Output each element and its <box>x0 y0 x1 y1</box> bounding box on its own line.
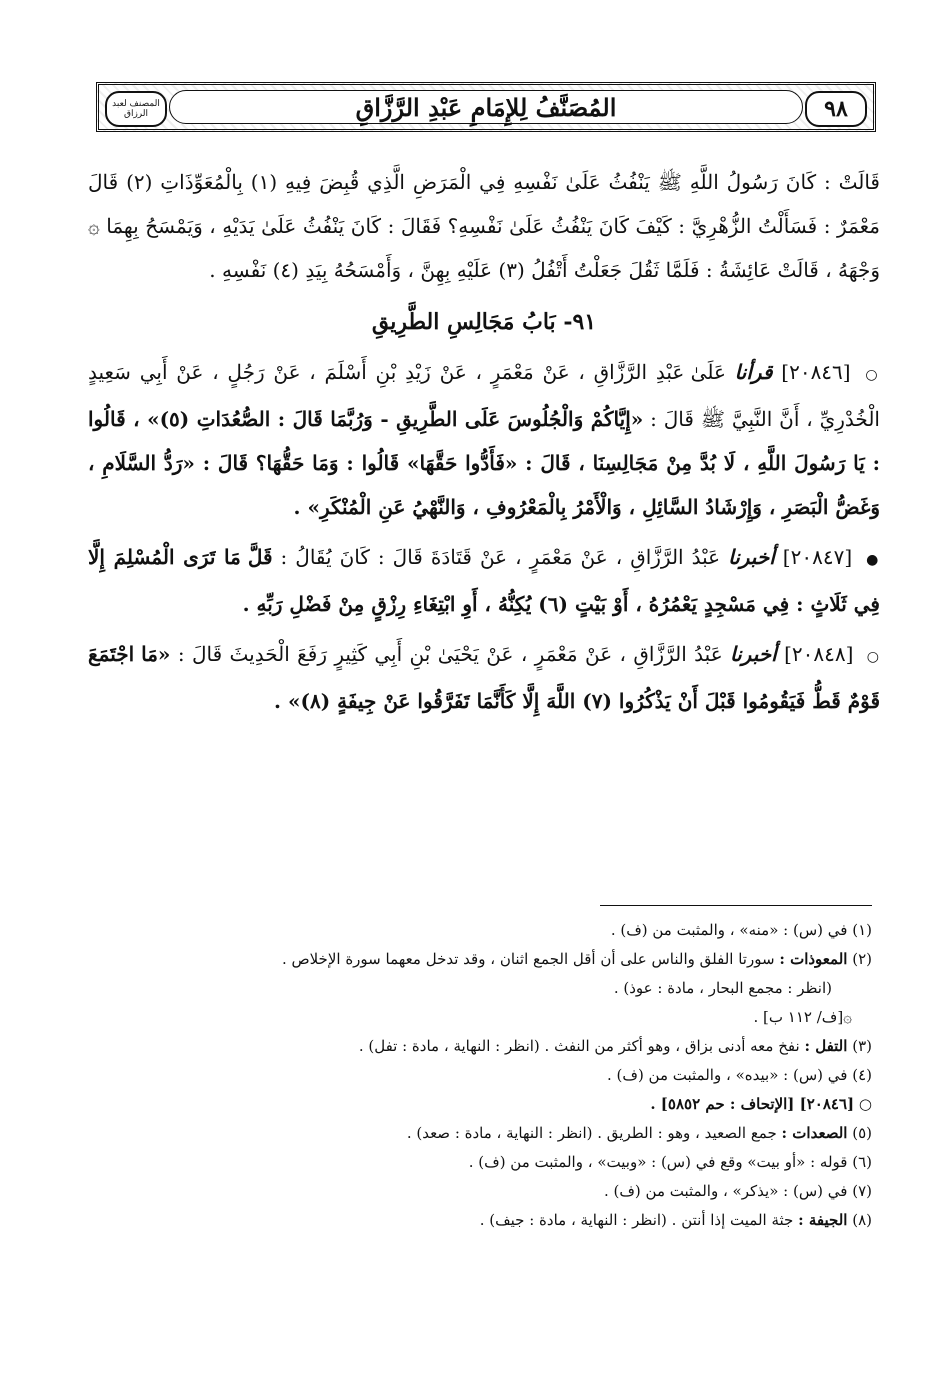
footnote-label: (٨) <box>852 1211 872 1229</box>
hadith-opener: قرأنا <box>734 360 773 384</box>
hadith-entry <box>88 632 880 723</box>
page-title: المُصَنَّفُ لِلإِمَامِ عَبْدِ الرَّزَّاقِ <box>355 92 617 122</box>
hadith-number: [٢٠٨٤٦] <box>781 360 851 384</box>
footnote-label: (٦) <box>852 1153 872 1171</box>
hadith-marker: ○ <box>866 649 881 665</box>
footnote-label: ۞ <box>843 1008 852 1026</box>
hadith-entry <box>88 535 880 626</box>
footnote <box>120 1090 872 1119</box>
hadith-opener: أخبرنا <box>730 642 777 666</box>
footnote <box>120 1119 872 1148</box>
logo-emblem <box>105 91 167 127</box>
footnote-label: (٤) <box>852 1066 872 1084</box>
footnote <box>120 1206 872 1235</box>
footnote-text: سورتا الفلق والناس على أن أقل الجمع اثنان ، وقد تدخل معهما سورة الإخلاص . <box>281 950 775 968</box>
footnote-label: (٣) <box>852 1037 872 1055</box>
hadith-entry <box>88 350 880 529</box>
footnote-text: نفخ معه أدنى بزاق ، وهو أكثر من النفث . (انظر : النهاية ، مادة : تفل) . <box>358 1037 800 1055</box>
footnote <box>120 945 872 974</box>
hadith-text: قَلَّ مَا تَرَى الْمُسْلِمَ إِلَّا فِي ثَلَاثٍ : فِي مَسْجِدٍ يَعْمُرُهُ ، أَوْ بَيْتٍ (٦) يُكِنُّهُ ، أَوِ ابْتِغَاءِ رِزْقٍ مِنْ فَضْلِ رَبِّهِ . <box>88 545 880 616</box>
page-number <box>805 91 867 127</box>
footnote <box>120 1148 872 1177</box>
footnote <box>120 1032 872 1061</box>
footnote-text: في (س) : «يذكر» ، والمثبت من (ف) . <box>603 1182 848 1200</box>
page-number-text: ٩٨ <box>824 96 848 122</box>
footnote <box>120 1177 872 1206</box>
footnote <box>120 916 872 945</box>
footnote <box>120 1061 872 1090</box>
section-title: ٩١- بَابُ مَجَالِسِ الطَّرِيقِ <box>371 309 597 335</box>
hadith-text: «مَا اجْتَمَعَ قَوْمٌ قَطُّ فَيَقُومُوا قَبْلَ أَنْ يَذْكُرُوا (٧) اللَّهَ إِلَّا كَأَنَّمَا تَفَرَّقُوا عَنْ جِيفَةٍ (٨)» . <box>88 642 880 713</box>
hadith-number: [٢٠٨٤٨] <box>784 642 854 666</box>
hadith-chain: عَبْدُ الرَّزَّاقِ ، عَنْ مَعْمَرٍ ، عَنْ قَتَادَةَ قَالَ : كَانَ يُقَالُ : <box>280 545 721 569</box>
footnote-separator <box>600 905 872 906</box>
footnote-term: المعوذات : <box>779 950 848 968</box>
footnote-text: قوله : «أو بيت» وقع في (س) : «وبيت» ، والمثبت من (ف) . <box>468 1153 848 1171</box>
footnote-text: في (س) : «بيده» ، والمثبت من (ف) . <box>607 1066 848 1084</box>
hadith-chain: عَبْدُ الرَّزَّاقِ ، عَنْ مَعْمَرٍ ، عَنْ يَحْيَىٰ بْنِ أَبِي كَثِيرٍ رَفَعَ الْحَدِيثَ قَالَ : <box>177 642 723 666</box>
intro-paragraph: قَالَتْ : كَانَ رَسُولُ اللَّهِ ﷺ يَنْفُثُ عَلَىٰ نَفْسِهِ فِي الْمَرَضِ الَّذِي قُبِضَ فِيهِ (١) بِالْمُعَوِّذَاتِ (٢) قَالَ مَعْمَرٌ : فَسَأَلْتُ الزُّهْرِيَّ : كَيْفَ كَانَ يَنْفُثُ عَلَىٰ نَفْسِهِ؟ فَقَالَ : كَانَ يَنْفُثُ عَلَىٰ يَدَيْهِ ، وَيَمْسَحُ بِهِمَا ۞ وَجْهَهُ ، قَالَتْ عَائِشَةُ : فَلَمَّا ثَقُلَ جَعَلْتُ أَتْفُلُ (٣) عَلَيْهِ بِهِنَّ ، وَأَمْسَحُهُ بِيَدِ (٤) نَفْسِهِ . <box>88 170 880 282</box>
footnotes <box>120 916 872 1235</box>
footnote-text: (انظر : مجمع البحار ، مادة : عوذ) . <box>613 979 832 997</box>
hadith-marker: ○ <box>865 367 881 383</box>
footnote-label: (٥) <box>852 1124 872 1142</box>
header-title-frame <box>169 90 803 124</box>
hadith-chain: عَلَىٰ عَبْدِ الرَّزَّاقِ ، عَنْ مَعْمَرٍ ، عَنْ زَيْدِ بْنِ أَسْلَمَ ، عَنْ رَجُلٍ ، عَنْ أَبِي سَعِيدٍ الْخُدْرِيِّ ، أَنَّ النَّبِيَّ ﷺ قَالَ : <box>88 360 880 431</box>
main-text <box>88 160 880 729</box>
footnote-text: جثة الميت إذا أنتن . (انظر : النهاية ، مادة : جيف) . <box>479 1211 794 1229</box>
footnote-text: جمع الصعيد ، وهو : الطريق . (انظر : النهاية ، مادة : صعد) . <box>406 1124 777 1142</box>
hadith-opener: أخبرنا <box>728 545 775 569</box>
footnote-label: (٧) <box>852 1182 872 1200</box>
footnote <box>120 1003 872 1032</box>
logo-text: المصنف لعبد الرزاق <box>112 99 160 119</box>
hadith-number: [٢٠٨٤٧] <box>782 545 853 569</box>
footnote-label: (١) <box>852 921 872 939</box>
footnote-term: التفل : <box>804 1037 848 1055</box>
page-header <box>96 82 876 132</box>
hadith-text: «إِيَّاكُمْ وَالْجُلُوسَ عَلَى الطَّرِيقِ - وَرُبَّمَا قَالَ : الصُّعُدَاتِ (٥)» ، قَالُوا : يَا رَسُولَ اللَّهِ ، لَا بُدَّ مِنْ مَجَالِسِنَا ، قَالَ : «فَأَدُّوا حَقَّهَا» قَالُوا : وَمَا حَقُّهَا؟ قَالَ : «رَدُّ السَّلَامِ ، وَغَضُّ الْبَصَرِ ، وَإِرْشَادُ السَّائِلِ ، وَالْأَمْرُ بِالْمَعْرُوفِ ، وَالنَّهْيُ عَنِ الْمُنْكَرِ» . <box>88 407 880 519</box>
hadith-marker: ● <box>866 552 881 568</box>
footnote-label: ○ <box>858 1095 872 1113</box>
footnote-term: الصعدات : <box>781 1124 848 1142</box>
footnote-term: [٢٠٨٤٦] [الإتحاف : حم ٥٨٥٢] . <box>650 1095 855 1113</box>
footnote-text: [ف/ ١١٢ ب] . <box>753 1008 844 1026</box>
footnote-label: (٢) <box>852 950 872 968</box>
footnote-term: الجيفة : <box>798 1211 848 1229</box>
footnote <box>120 974 872 1003</box>
footnote-text: في (س) : «منه» ، والمثبت من (ف) . <box>610 921 848 939</box>
